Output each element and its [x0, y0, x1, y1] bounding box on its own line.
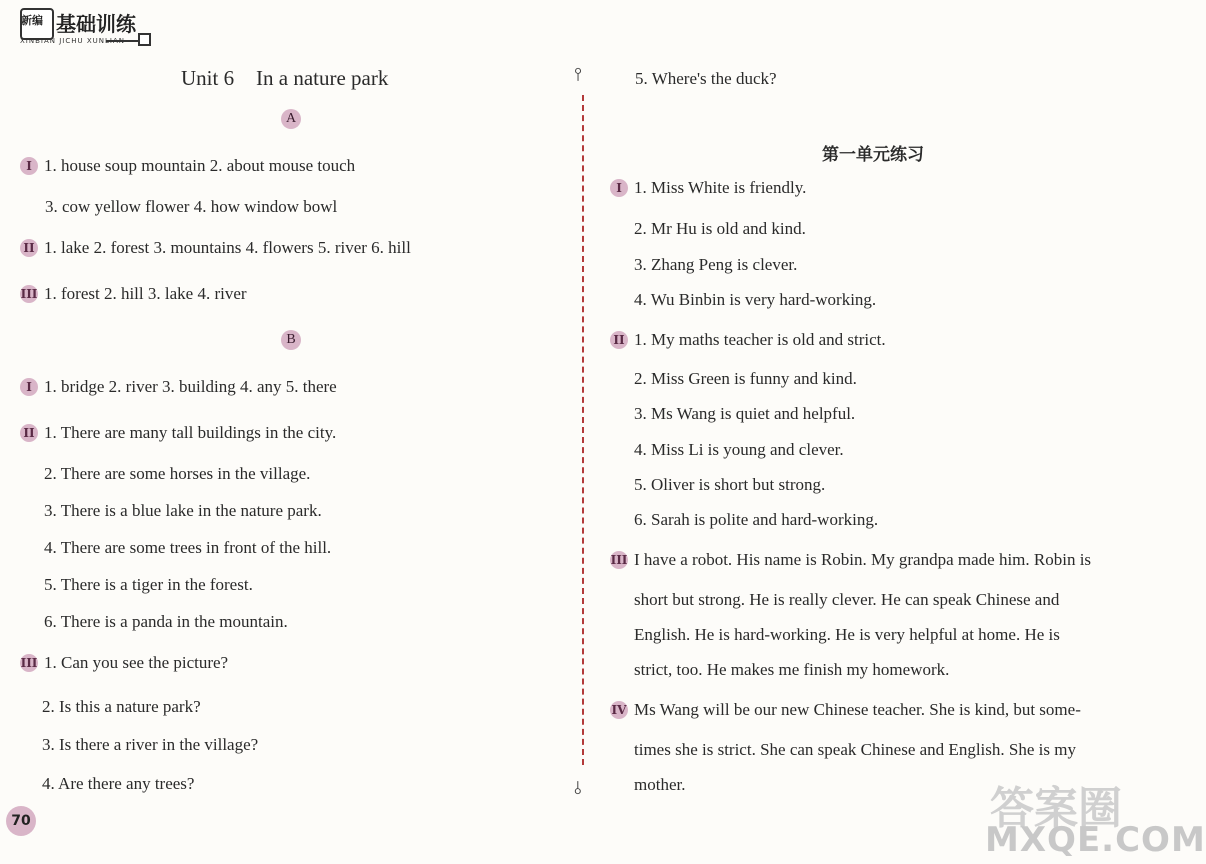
- answer-line: 4. There are some trees in front of the hill.: [44, 538, 332, 557]
- paragraph-line: mother.: [634, 775, 686, 794]
- unit-number: Unit 6: [181, 66, 235, 90]
- answer-line: 4. Are there any trees?: [42, 774, 195, 793]
- unit-exercise-heading: 第一单元练习: [822, 145, 924, 165]
- roman-numeral: I: [610, 179, 628, 197]
- book-title: 基础训练: [56, 12, 136, 36]
- unit-title: In a nature park: [256, 66, 389, 90]
- a-part-2: [20, 238, 411, 258]
- answer-line: 3. Ms Wang is quiet and helpful.: [634, 404, 856, 423]
- answer-line: 2. Mr Hu is old and kind.: [634, 219, 806, 238]
- roman-numeral: III: [20, 656, 38, 670]
- a-part-3: [20, 284, 247, 304]
- paragraph-line: short but strong. He is really clever. He can speak Chinese and: [634, 590, 1060, 609]
- b-part-3: [20, 653, 228, 673]
- roman-numeral: III: [20, 287, 38, 301]
- answer-line: 3. Zhang Peng is clever.: [634, 255, 798, 274]
- watermark-logo: 答案圈: [990, 783, 1122, 834]
- roman-numeral: I: [20, 157, 38, 175]
- r-part-3: [610, 550, 1091, 570]
- answer-line: 1. lake 2. forest 3. mountains 4. flowers 5. river 6. hill: [44, 238, 411, 257]
- answer-line: 3. cow yellow flower 4. how window bowl: [45, 197, 338, 216]
- roman-numeral: II: [20, 239, 38, 257]
- page-divider: [582, 95, 584, 765]
- answer-line: 2. Miss Green is funny and kind.: [634, 369, 857, 388]
- answer-line: 1. bridge 2. river 3. building 4. any 5. there: [44, 377, 337, 396]
- b-part-1: [20, 377, 337, 397]
- section-b-label: B: [281, 330, 301, 350]
- roman-numeral: II: [610, 331, 628, 349]
- roman-numeral: IV: [611, 703, 627, 717]
- paragraph-line: times she is strict. She can speak Chinese and English. She is my: [634, 740, 1076, 759]
- roman-numeral: III: [610, 553, 628, 567]
- answer-line: 1. forest 2. hill 3. lake 4. river: [44, 284, 247, 303]
- section-a-marker: [281, 109, 301, 129]
- paragraph-line: English. He is hard-working. He is very helpful at home. He is: [634, 625, 1060, 644]
- answer-line: 4. Wu Binbin is very hard-working.: [634, 290, 877, 309]
- answer-line: 5. Where's the duck?: [635, 69, 777, 88]
- b-part-2: [20, 423, 336, 443]
- paragraph-line: I have a robot. His name is Robin. My grandpa made him. Robin is: [634, 550, 1092, 569]
- roman-numeral: I: [20, 378, 38, 396]
- answer-line: 1. Miss White is friendly.: [634, 178, 807, 197]
- answer-line: 6. Sarah is polite and hard-working.: [634, 510, 879, 529]
- watermark-url: MXQE.COM: [985, 820, 1206, 860]
- a-part-1: [20, 156, 355, 176]
- r-part-2: [610, 330, 886, 350]
- answer-line: 1. My maths teacher is old and strict.: [634, 330, 886, 349]
- answer-line: 2. Is this a nature park?: [42, 697, 201, 716]
- book-title-pinyin: XINBIAN JICHU XUNLIAN: [20, 37, 125, 45]
- answer-line: 3. Is there a river in the village?: [42, 735, 259, 754]
- answer-line: 1. house soup mountain 2. about mouse touch: [44, 156, 356, 175]
- r-part-1: [610, 178, 806, 198]
- logo-small-text: 新编: [21, 14, 43, 27]
- header-rule-end: [138, 33, 151, 46]
- answer-line: 5. Oliver is short but strong.: [634, 475, 826, 494]
- answer-line: 2. There are some horses in the village.: [44, 464, 311, 483]
- answer-line: 3. There is a blue lake in the nature park.: [44, 501, 322, 520]
- paragraph-line: Ms Wang will be our new Chinese teacher. She is kind, but some-: [634, 700, 1081, 719]
- arrow-up-icon: ⫰: [574, 778, 582, 799]
- paragraph-line: strict, too. He makes me finish my homework.: [634, 660, 950, 679]
- page-number: 70: [6, 806, 36, 836]
- answer-line: 5. There is a tiger in the forest.: [44, 575, 253, 594]
- answer-line: 4. Miss Li is young and clever.: [634, 440, 844, 459]
- roman-numeral: II: [20, 424, 38, 442]
- answer-line: 1. There are many tall buildings in the city.: [44, 423, 337, 442]
- section-b-marker: [281, 330, 301, 350]
- answer-line: 6. There is a panda in the mountain.: [44, 612, 288, 631]
- arrow-down-icon: ⫯: [574, 64, 582, 85]
- r-part-4: [610, 700, 1081, 720]
- answer-line: 1. Can you see the picture?: [44, 653, 229, 672]
- section-a-label: A: [281, 109, 301, 129]
